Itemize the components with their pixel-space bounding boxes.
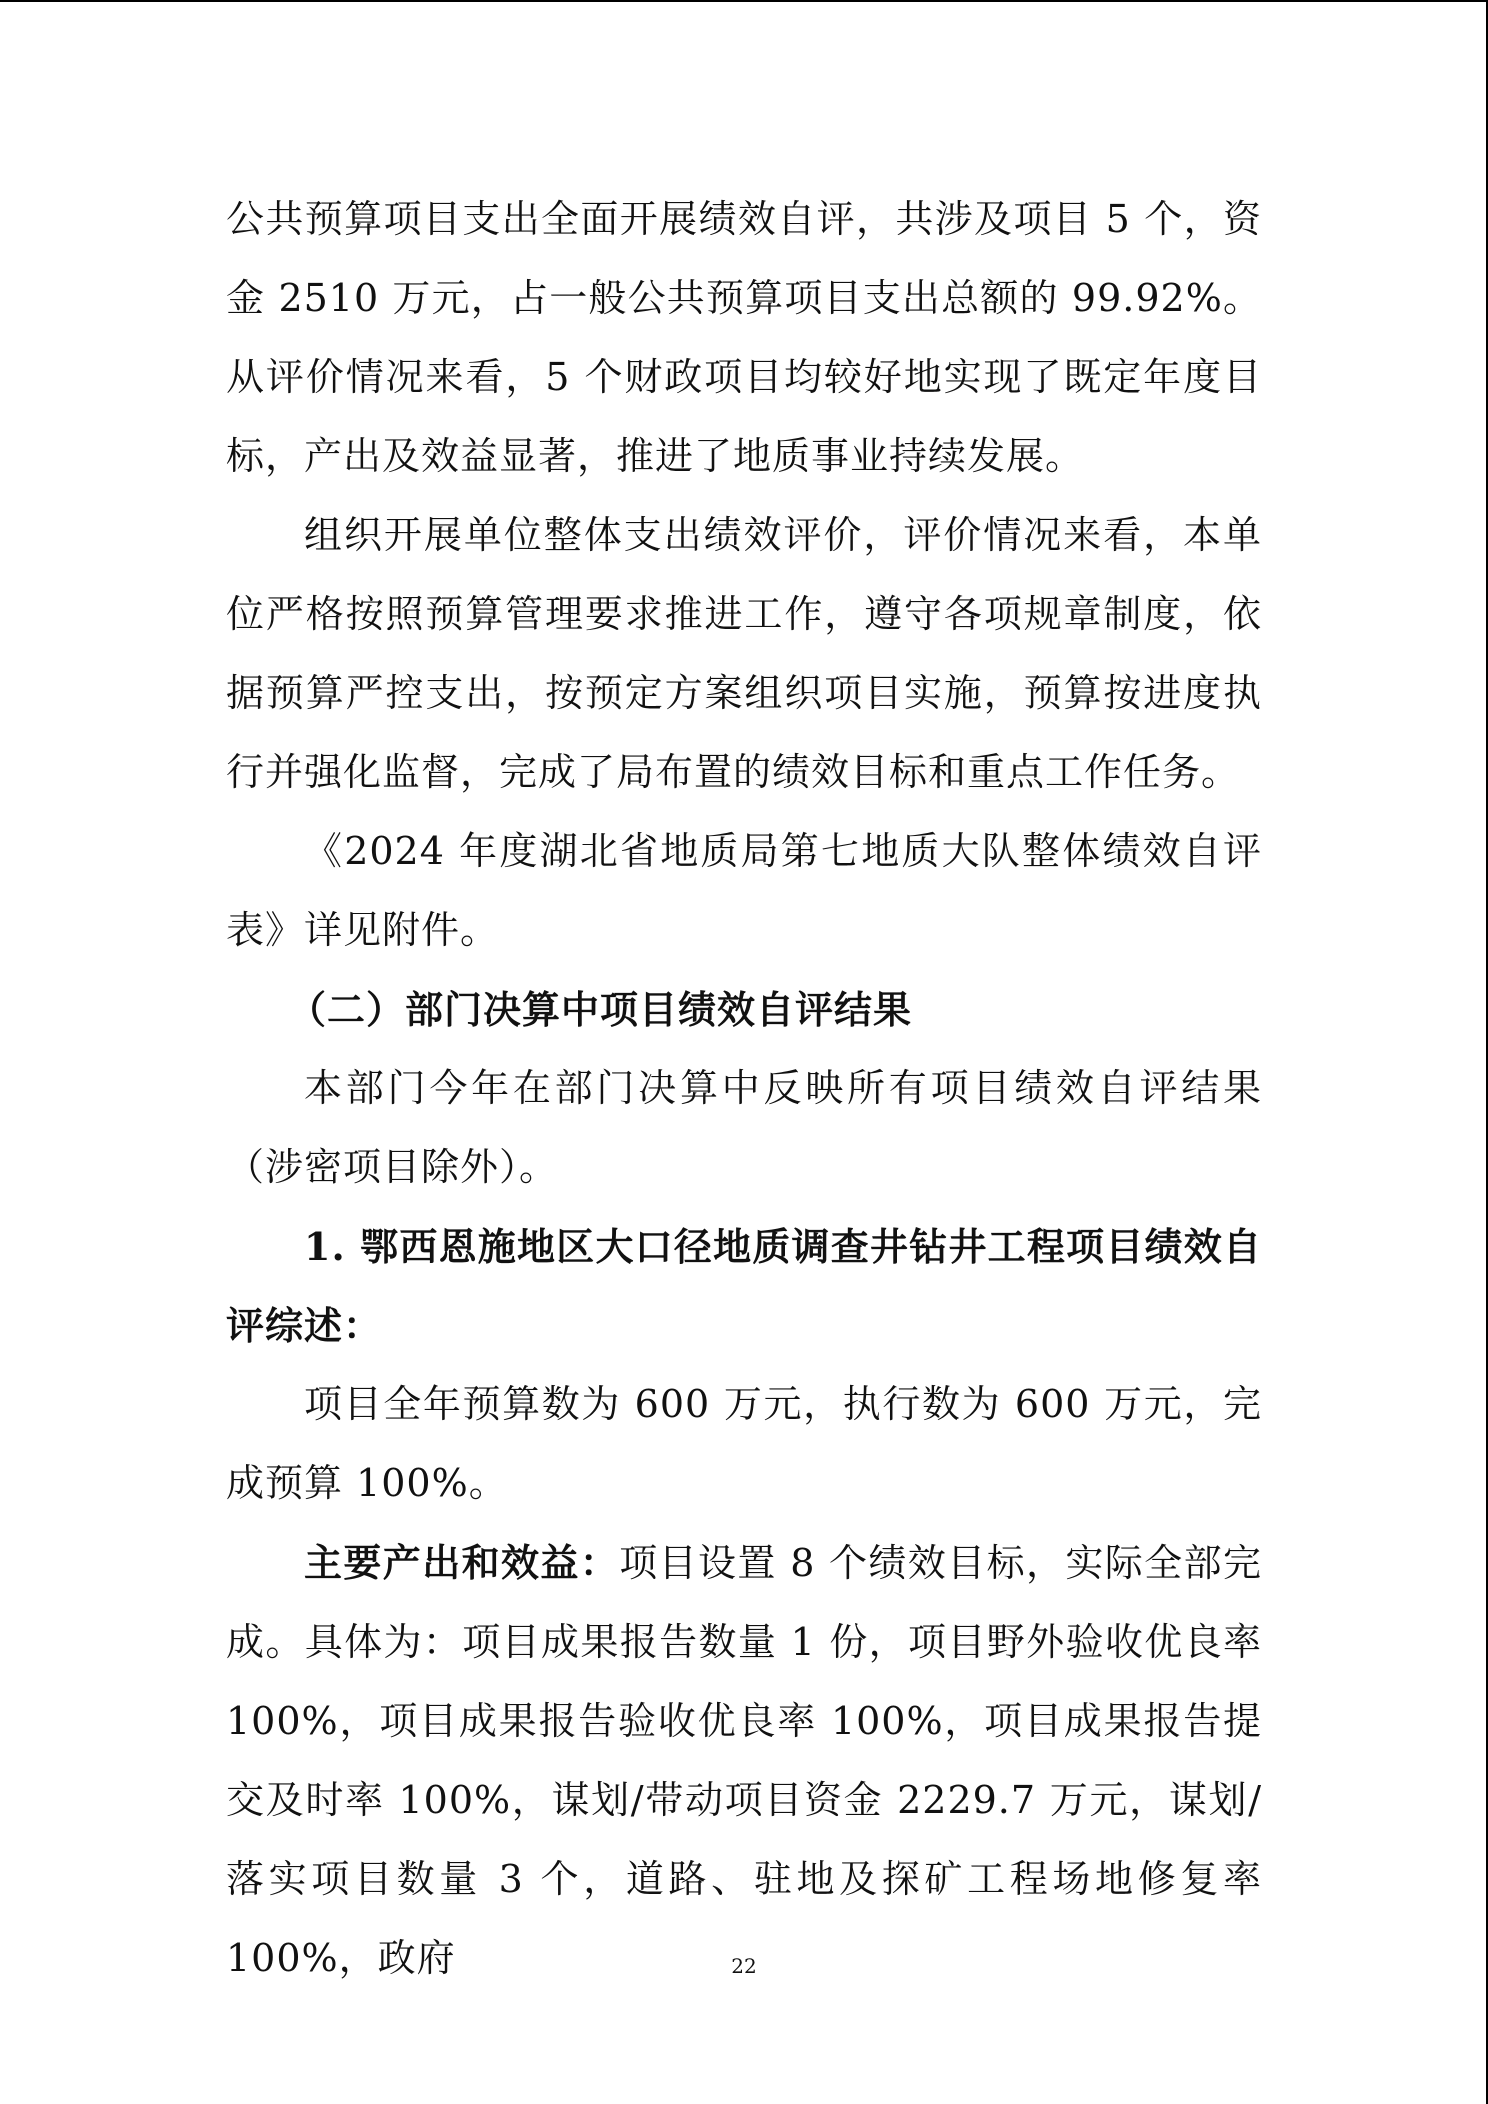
paragraph-scope: 本部门今年在部门决算中反映所有项目绩效自评结果（涉密项目除外）。 <box>226 1066 1262 1189</box>
subsection-heading: 1. 鄂西恩施地区大口径地质调查井钻井工程项目绩效自评综述： <box>226 1224 1262 1348</box>
paragraph-unit-evaluation: 组织开展单位整体支出绩效评价，评价情况来看，本单位严格按照预算管理要求推进工作，遵守各项规章制度，依据预算严控支出，按预定方案组织项目实施，预算按进度执行并强化监督，完成了局布置的绩效目标和重点工作任务。 <box>226 513 1262 794</box>
paragraph-outputs <box>226 1523 1262 1998</box>
top-border-line <box>0 0 1488 2</box>
paragraph-budget: 项目全年预算数为 600 万元，执行数为 600 万元，完成预算 100%。 <box>226 1382 1262 1505</box>
outputs-text: 项目设置 8 个绩效目标，实际全部完成。具体为：项目成果报告数量 1 份，项目野外验收优良率 100%，项目成果报告验收优良率 100%，项目成果报告提交及时率 100%，谋划/带动项目资金 2229.7 万元，谋划/落实项目数量 3 个，道路、驻地及探矿工程场地修复率 100%，政府 <box>226 1541 1262 1980</box>
page-number: 22 <box>731 1954 757 1978</box>
outputs-label: 主要产出和效益： <box>304 1540 620 1585</box>
paragraph-project-self-evaluation: 公共预算项目支出全面开展绩效自评，共涉及项目 5 个，资金 2510 万元，占一般公共预算项目支出总额的 99.92%。从评价情况来看，5 个财政项目均较好地实现了既定年度目标，产出及效益显著，推进了地质事业持续发展。 <box>226 197 1262 478</box>
document-body <box>226 180 1262 1998</box>
section-heading: （二）部门决算中项目绩效自评结果 <box>288 987 913 1032</box>
paragraph-attachment-reference: 《2024 年度湖北省地质局第七地质大队整体绩效自评表》详见附件。 <box>226 829 1262 952</box>
